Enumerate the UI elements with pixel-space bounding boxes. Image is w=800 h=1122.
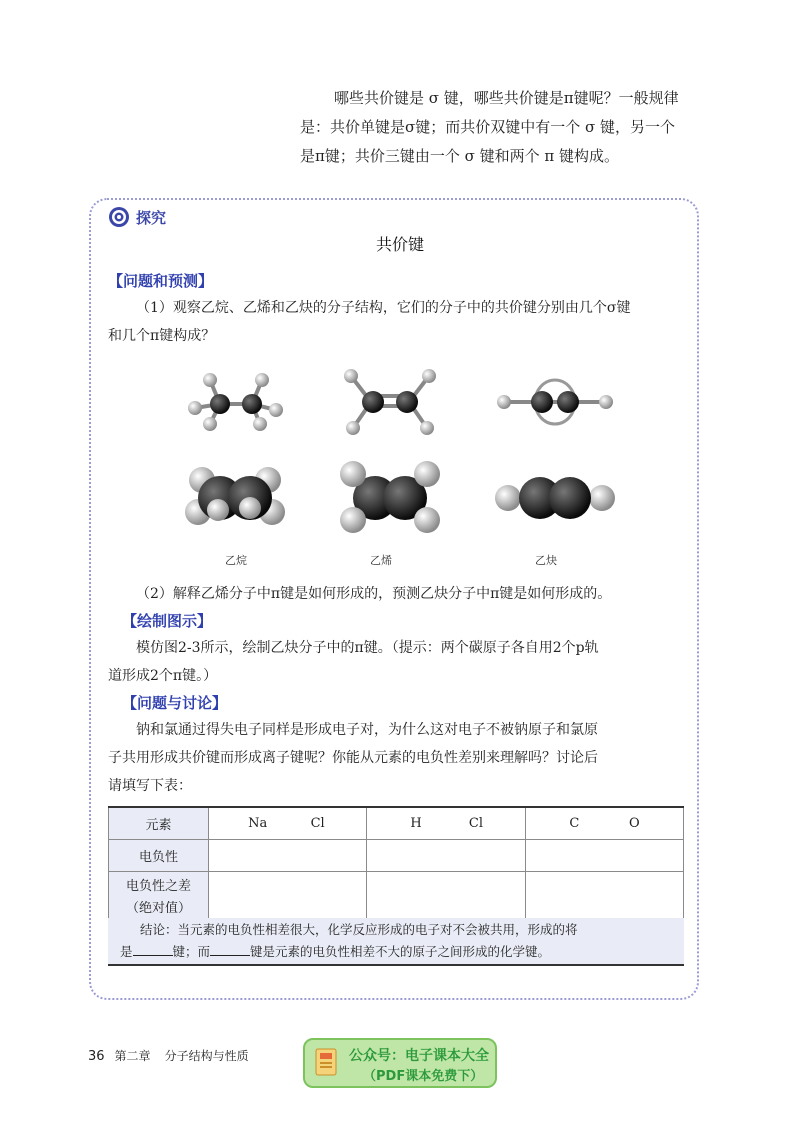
watermark-line-1: 公众号：电子课本大全	[349, 1048, 489, 1064]
conclusion-line-1: 结论：当元素的电负性相差很大，化学反应形成的电子对不会被共用，形成的将	[140, 922, 578, 937]
page-footer	[88, 1047, 249, 1064]
answer-cell[interactable]	[209, 872, 367, 925]
space-filling-models	[180, 458, 620, 538]
answer-cell[interactable]	[525, 840, 683, 872]
intro-line-3: 是π键；共价三键由一个 σ 键和两个 π 键构成。	[300, 147, 620, 165]
header-electronegativity-difference	[109, 872, 209, 925]
pair-h-cl	[367, 807, 525, 840]
conclusion-box	[108, 918, 684, 966]
ball-stick-models	[180, 362, 620, 442]
draw-instruction-line-2: 道形成2个π键。）	[108, 668, 218, 684]
intro-line-1: 哪些共价键是 σ 键，哪些共价键是π键呢？一般规律	[334, 89, 679, 107]
header-element: 元素	[109, 807, 209, 840]
element-o: O	[628, 816, 640, 831]
ethylene-space-filling-model	[335, 458, 445, 538]
element-h: H	[410, 816, 422, 831]
target-icon	[108, 206, 130, 228]
caption-ethylene: 乙烯	[370, 554, 392, 567]
chapter-number: 第二章	[114, 1049, 151, 1063]
element-na: Na	[248, 816, 268, 831]
watermark-badge	[303, 1038, 497, 1088]
question-prediction-header: 【问题和预测】	[108, 272, 214, 290]
intro-paragraph	[300, 84, 712, 171]
explore-label: 探究	[136, 208, 167, 227]
ethane-ball-stick-model	[180, 362, 290, 442]
diff-label: 电负性之差	[125, 879, 191, 894]
discussion-line-2: 子共用形成共价键而形成离子键呢？你能从元素的电负性差别来理解吗？讨论后	[108, 750, 598, 766]
pair-c-o	[525, 807, 683, 840]
caption-ethane: 乙烷	[225, 554, 247, 567]
table-row	[109, 872, 684, 925]
caption-acetylene: 乙炔	[535, 554, 557, 567]
conclusion-text-a: 是	[120, 944, 133, 959]
answer-cell[interactable]	[367, 840, 525, 872]
explore-header	[108, 206, 166, 228]
blank-covalent-bond[interactable]	[210, 942, 250, 956]
blank-ionic-bond[interactable]	[133, 942, 173, 956]
intro-line-2: 是：共价单键是σ键；而共价双键中有一个 σ 键，另一个	[300, 118, 676, 136]
ethane-space-filling-model	[180, 458, 290, 538]
draw-instruction-line-1: 模仿图2-3所示，绘制乙炔分子中的π键。（提示：两个碳原子各自用2个p轨	[136, 640, 599, 656]
header-electronegativity: 电负性	[109, 840, 209, 872]
conclusion-text-b: 键；而	[172, 944, 211, 959]
acetylene-space-filling-model	[490, 458, 620, 538]
answer-cell[interactable]	[367, 872, 525, 925]
page-number: 36	[88, 1049, 105, 1064]
element-cl: Cl	[468, 816, 484, 831]
watermark-line-2: （PDF课本免费下）	[363, 1069, 484, 1084]
question-2: （2）解释乙烯分子中π键是如何形成的，预测乙炔分子中π键是如何形成的。	[136, 586, 612, 602]
chapter-title: 分子结构与性质	[164, 1049, 249, 1063]
abs-label: （绝对值）	[125, 901, 191, 916]
discussion-line-3: 请填写下表：	[108, 778, 192, 794]
question-1-line-2: 和几个π键构成？	[108, 328, 216, 344]
ethylene-ball-stick-model	[335, 362, 445, 442]
answer-cell[interactable]	[525, 872, 683, 925]
discussion-header: 【问题与讨论】	[122, 694, 228, 712]
conclusion-line-2	[120, 941, 672, 963]
answer-cell[interactable]	[209, 840, 367, 872]
question-1-line-1: （1）观察乙烷、乙烯和乙炔的分子结构，它们的分子中的共价键分别由几个σ键	[136, 300, 631, 316]
book-icon	[315, 1048, 341, 1080]
draw-diagram-header: 【绘制图示】	[122, 612, 213, 630]
discussion-line-1: 钠和氯通过得失电子同样是形成电子对，为什么这对电子不被钠原子和氯原	[136, 722, 598, 738]
section-title: 共价键	[375, 235, 424, 254]
element-cl: Cl	[310, 816, 325, 831]
conclusion-text-c: 键是元素的电负性相差不大的原子之间形成的化学键。	[250, 944, 551, 959]
table-row	[109, 840, 684, 872]
acetylene-ball-stick-model	[490, 362, 620, 442]
pair-na-cl	[209, 807, 367, 840]
electronegativity-table	[108, 806, 684, 925]
table-row	[109, 807, 684, 840]
element-c: C	[569, 816, 580, 831]
